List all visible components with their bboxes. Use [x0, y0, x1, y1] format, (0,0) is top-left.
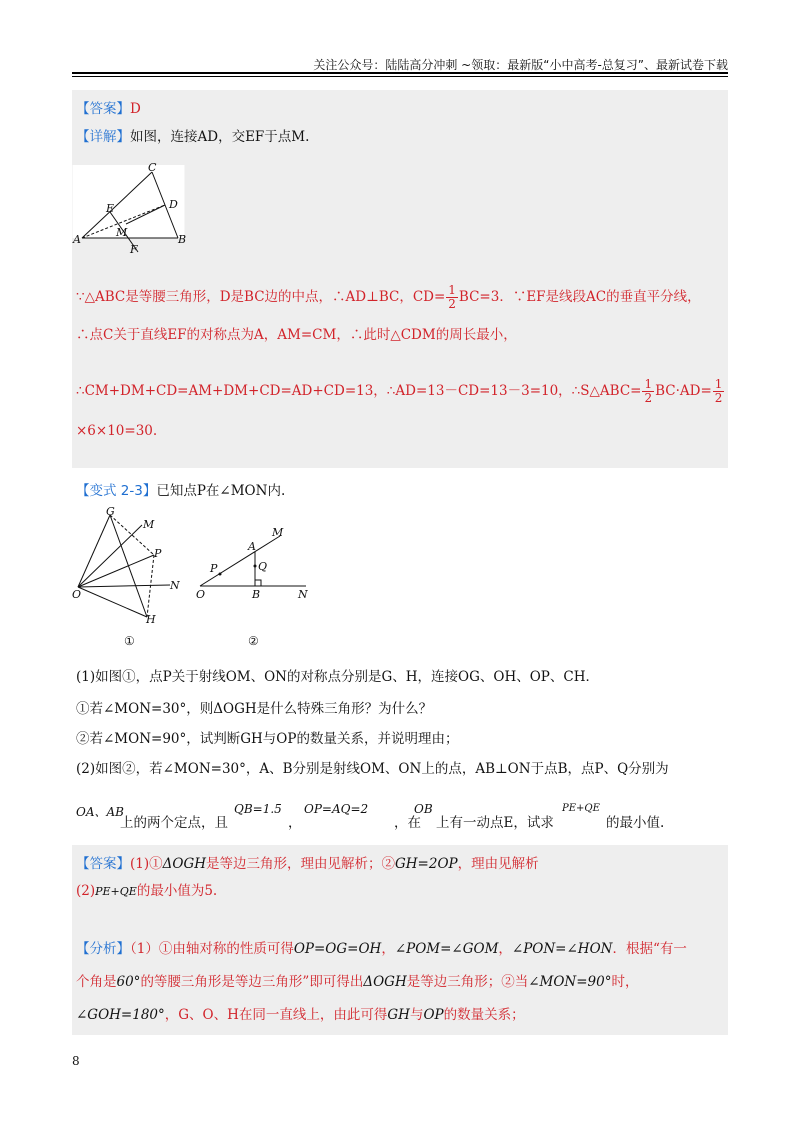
solution-line-4: ×6×10=30. — [76, 423, 158, 439]
fig1-label-G: G — [106, 505, 115, 518]
fig1-label-N: N — [170, 579, 180, 592]
fraction-half-2 — [642, 378, 654, 405]
label-C: C — [148, 161, 157, 174]
answer-line — [76, 100, 141, 118]
analysis-2d: ΔOGH — [363, 974, 407, 990]
q2-text-h: 上有一动点E，试求 — [436, 815, 554, 831]
frac-den: 2 — [714, 391, 723, 405]
fig2-caption: ② — [248, 634, 259, 648]
frac-num: 1 — [448, 283, 456, 297]
analysis-2c: 的等腰三角形是等边三角形”即可得出 — [140, 974, 364, 990]
q2-text-j: 的最小值. — [606, 815, 665, 831]
answer2-2b: PE+QE — [95, 885, 137, 898]
answer2-1d: GH=2OP — [395, 856, 458, 872]
label-E: E — [106, 202, 115, 215]
answer2-2c: 的最小值为5. — [136, 883, 218, 899]
analysis-1g: ．根据“有一 — [612, 941, 687, 957]
analysis-3c: GH — [387, 1007, 410, 1023]
q2-comma-1: ， — [288, 815, 302, 831]
label-D: D — [169, 198, 178, 211]
answer2-1a: (1)① — [130, 856, 163, 872]
analysis-3e: OP — [423, 1007, 444, 1023]
question-1b: ②若∠MON=90°，试判断GH与OP的数量关系，并说明理由； — [76, 731, 459, 747]
q2-op-aq: OP=AQ=2 — [304, 802, 369, 816]
variant-stem-line — [76, 482, 285, 500]
fraction-half — [446, 284, 458, 311]
line1-pre: ∵△ABC是等腰三角形，D是BC边的中点，∴AD⊥BC，CD= — [76, 289, 446, 305]
line3-pre: ∴CM+DM+CD=AM+DM+CD=AD+CD=13，∴AD=13－CD=13－3=10，∴S△ABC= — [76, 383, 642, 399]
detail-tag: 【详解】 — [76, 129, 130, 145]
answer2-line-2 — [76, 882, 217, 901]
variant-stem: 已知点P在∠MON内. — [156, 483, 286, 499]
fig2-label-N: N — [298, 588, 308, 601]
frac-den: 2 — [448, 297, 456, 311]
line1-post: BC=3．∵EF是线段AC的垂直平分线， — [458, 289, 701, 305]
solution-line-1 — [76, 284, 701, 311]
q2-zai: ，在 — [394, 815, 421, 831]
figure-background — [73, 165, 185, 238]
page-number: 8 — [72, 1054, 80, 1068]
label-B: B — [178, 233, 187, 246]
analysis-2e: 是等边三角形；②当 — [406, 974, 529, 990]
analysis-1a: （1）①由轴对称的性质可得 — [130, 941, 294, 957]
fig1-caption: ① — [124, 634, 135, 648]
answer2-tag: 【答案】 — [76, 856, 130, 872]
answer-box — [72, 90, 728, 468]
header-rule-thin — [72, 76, 728, 77]
analysis-2g: 时， — [611, 974, 639, 990]
line3-mid: BC·AD= — [655, 383, 712, 399]
answer-value: D — [130, 101, 141, 117]
q2-oa-ab: OA、AB — [76, 805, 124, 819]
label-M: M — [116, 226, 128, 239]
detail-text: 如图，连接AD，交EF于点M. — [130, 129, 310, 145]
variant-tag: 【变式 2-3】 — [76, 483, 157, 499]
detail-line — [76, 128, 309, 146]
analysis-2b: 60° — [116, 974, 141, 990]
analysis-1e: ， — [498, 941, 512, 957]
fraction-half-3 — [713, 378, 725, 405]
analysis-tag: 【分析】 — [76, 941, 130, 957]
header-rule — [72, 72, 728, 74]
analysis-1f: ∠PON=∠HON — [511, 941, 613, 957]
answer2-1c: 是等边三角形，理由见解析；② — [206, 856, 395, 872]
label-A: A — [73, 233, 81, 246]
fig2-label-B: B — [252, 588, 261, 601]
solution-line-2: ∴点C关于直线EF的对称点为A，AM=CM，∴此时△CDM的周长最小， — [76, 327, 517, 343]
analysis-line-3 — [76, 1006, 525, 1024]
answer2-1b: ΔOGH — [162, 856, 206, 872]
question-1a: ①若∠MON=30°，则ΔOGH是什么特殊三角形？为什么？ — [76, 701, 433, 717]
fig1-label-O: O — [72, 588, 82, 601]
question-1: (1)如图①，点P关于射线OM、ON的对称点分别是G、H，连接OG、OH、OP、CH． — [76, 669, 599, 685]
fig2-label-M: M — [272, 526, 284, 539]
answer2-1e: ，理由见解析 — [457, 856, 539, 872]
answer-tag: 【答案】 — [76, 101, 130, 117]
figure-2 — [192, 520, 322, 650]
analysis-3d: 与 — [409, 1007, 424, 1023]
fig2-label-O: O — [196, 588, 206, 601]
fig1-label-H: H — [146, 613, 156, 626]
analysis-2a: 个角是 — [76, 974, 117, 990]
solution-line-3 — [76, 378, 725, 405]
analysis-1c: ， — [381, 941, 395, 957]
q2-pe-qe: PE+QE — [562, 803, 600, 814]
fig2-label-Q: Q — [258, 560, 268, 573]
analysis-2f: ∠MON=90° — [528, 974, 612, 990]
label-F: F — [130, 243, 138, 255]
fig1-label-M: M — [143, 518, 155, 531]
page-header: 关注公众号：陆陆高分冲刺 ~领取：最新版“小中高考-总复习”、最新试卷下载 — [313, 58, 728, 72]
analysis-line-2 — [76, 973, 638, 991]
answer2-2a: (2) — [76, 883, 96, 899]
fig1-label-P: P — [154, 547, 162, 560]
figure-1 — [70, 505, 190, 650]
fig2-label-A: A — [248, 540, 256, 553]
q2-text-b: 上的两个定点，且 — [120, 815, 228, 831]
frac-num: 1 — [644, 377, 653, 391]
q2-qb: QB=1.5 — [234, 802, 282, 816]
analysis-3a: ∠GOH=180° — [76, 1007, 165, 1023]
frac-num: 1 — [714, 377, 723, 391]
analysis-line-1 — [76, 940, 687, 958]
triangle-figure — [72, 160, 192, 255]
q2-ob: OB — [414, 802, 433, 816]
question-2: (2)如图②，若∠MON=30°，A、B分别是射线OM、ON上的点，AB⊥ON于点B，点P、Q分别为 — [76, 761, 669, 777]
analysis-1b: OP=OG=OH — [293, 941, 382, 957]
frac-den: 2 — [644, 391, 653, 405]
fig2-label-P: P — [210, 562, 218, 575]
analysis-1d: ∠POM=∠GOM — [394, 941, 499, 957]
answer2-line-1 — [76, 855, 539, 873]
analysis-3b: ，G、O、H在同一直线上，由此可得 — [164, 1007, 388, 1023]
analysis-3f: 的数量关系； — [443, 1007, 525, 1023]
